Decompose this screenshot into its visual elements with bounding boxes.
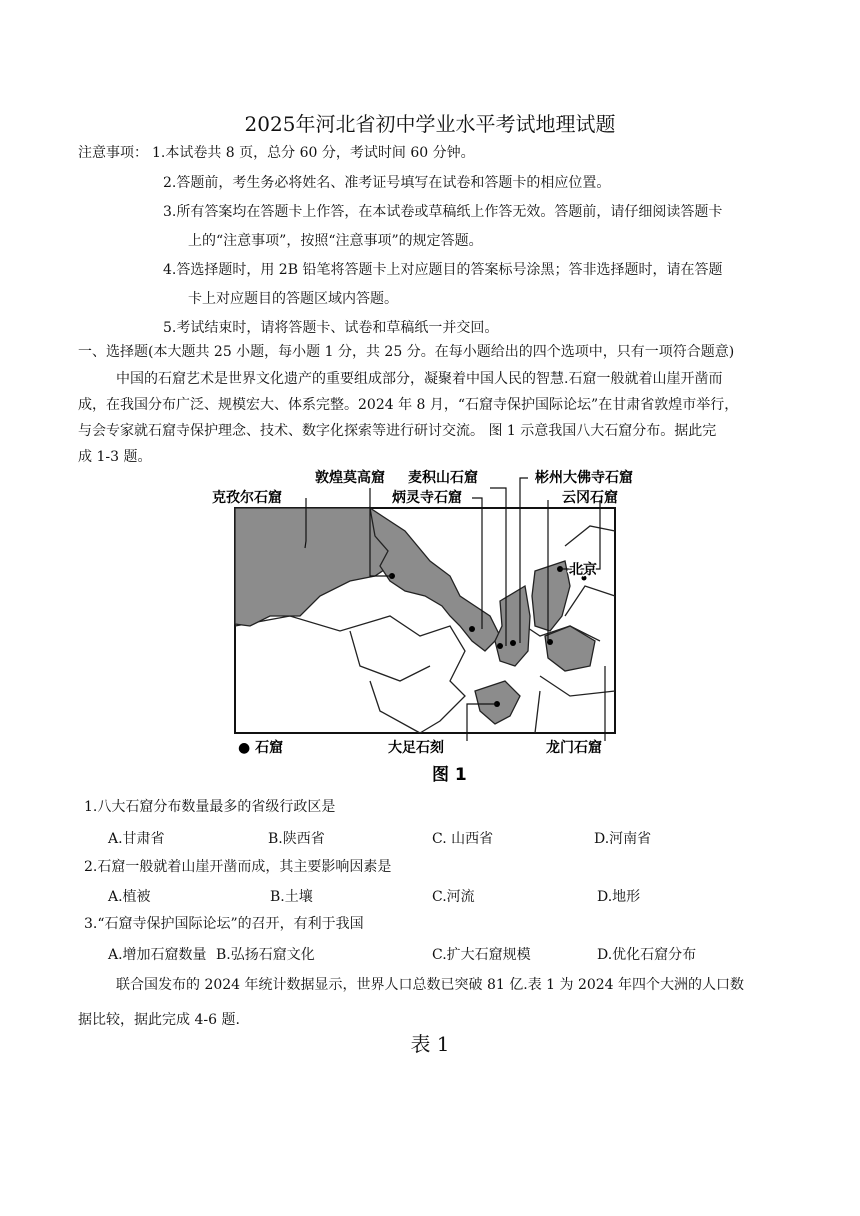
q2-option-d[interactable]: D.地形 [597, 889, 641, 905]
q1-stem: 1.八大石窟分布数量最多的省级行政区是 [84, 799, 336, 815]
dot-maiji [497, 643, 503, 649]
label-kezier: 克孜尔石窟 [212, 490, 282, 506]
label-dunhuang: 敦煌莫高窟 [315, 470, 385, 486]
dot-bingling [469, 626, 475, 632]
label-binzhou: 彬州大佛寺石窟 [535, 470, 633, 486]
grotto-map [210, 466, 655, 786]
q1-option-d[interactable]: D.河南省 [594, 831, 652, 847]
q3-option-a[interactable]: A.增加石窟数量 [108, 947, 207, 963]
passage1-line2: 成，在我国分布广泛、规模宏大、体系完整。2024 年 8 月，“石窟寺保护国际论坛”在甘肃省敦煌市举行， [78, 397, 739, 413]
section-heading: 一、选择题(本大题共 25 小题，每小题 1 分，共 25 分。在每小题给出的四个选项中，只有一项符合题意) [78, 344, 735, 360]
note-4a: 4.答选择题时，用 2B 铅笔将答题卡上对应题目的答案标号涂黑；答非选择题时，请在答题 [163, 262, 723, 278]
label-beijing: 北京 [569, 562, 597, 578]
label-dazu: 大足石刻 [388, 740, 444, 756]
dot-binzhou [510, 640, 516, 646]
passage2-line1: 联合国发布的 2024 年统计数据显示，世界人口总数已突破 81 亿.表 1 为 2024 年四个大洲的人口数 [116, 977, 745, 993]
passage1-line4: 成 1-3 题。 [78, 449, 152, 465]
notes-label: 注意事项： [78, 145, 148, 161]
q1-option-b[interactable]: B.陕西省 [268, 831, 325, 847]
note-2: 2.答题前，考生务必将姓名、准考证号填写在试卷和答题卡的相应位置。 [163, 175, 611, 191]
q3-stem: 3.“石窟寺保护国际论坛”的召开，有利于我国 [84, 916, 364, 932]
label-yungang: 云冈石窟 [562, 490, 618, 506]
note-5: 5.考试结束时，请将答题卡、试卷和草稿纸一并交回。 [163, 320, 499, 336]
note-4b: 卡上对应题目的答题区域内答题。 [188, 291, 398, 307]
table-caption: 表 1 [410, 1032, 450, 1056]
q3-option-d[interactable]: D.优化石窟分布 [597, 947, 697, 963]
q3-option-c[interactable]: C.扩大石窟规模 [432, 947, 531, 963]
q2-stem: 2.石窟一般就着山崖开凿而成，其主要影响因素是 [84, 859, 392, 875]
q1-option-c[interactable]: C. 山西省 [432, 831, 494, 847]
map-legend: ● 石窟 [238, 740, 284, 756]
q1-option-a[interactable]: A.甘肃省 [108, 831, 165, 847]
passage1-line1: 中国的石窟艺术是世界文化遗产的重要组成部分，凝聚着中国人民的智慧.石窟一般就着山崖开凿而 [116, 371, 723, 387]
passage2-line2: 据比较，据此完成 4-6 题. [78, 1012, 240, 1028]
q2-option-a[interactable]: A.植被 [108, 889, 151, 905]
q2-option-b[interactable]: B.土壤 [270, 889, 313, 905]
label-bingling: 炳灵寺石窟 [392, 490, 462, 506]
label-maiji: 麦积山石窟 [408, 470, 478, 486]
note-3b: 上的“注意事项”，按照“注意事项”的规定答题。 [188, 233, 483, 249]
passage1-line3: 与会专家就石窟寺保护理念、技术、数字化探索等进行研讨交流。 图 1 示意我国八大石窟分布。据此完 [78, 423, 717, 439]
note-3a: 3.所有答案均在答题卡上作答，在本试卷或草稿纸上作答无效。答题前，请仔细阅读答题卡 [163, 204, 723, 220]
q3-option-b[interactable]: B.弘扬石窟文化 [216, 947, 315, 963]
figure-caption: 图 1 [432, 765, 467, 785]
page-title: 2025年河北省初中学业水平考试地理试题 [244, 112, 616, 136]
note-1: 1.本试卷共 8 页，总分 60 分，考试时间 60 分钟。 [152, 145, 475, 161]
q2-option-c[interactable]: C.河流 [432, 889, 475, 905]
label-longmen: 龙门石窟 [546, 740, 602, 756]
